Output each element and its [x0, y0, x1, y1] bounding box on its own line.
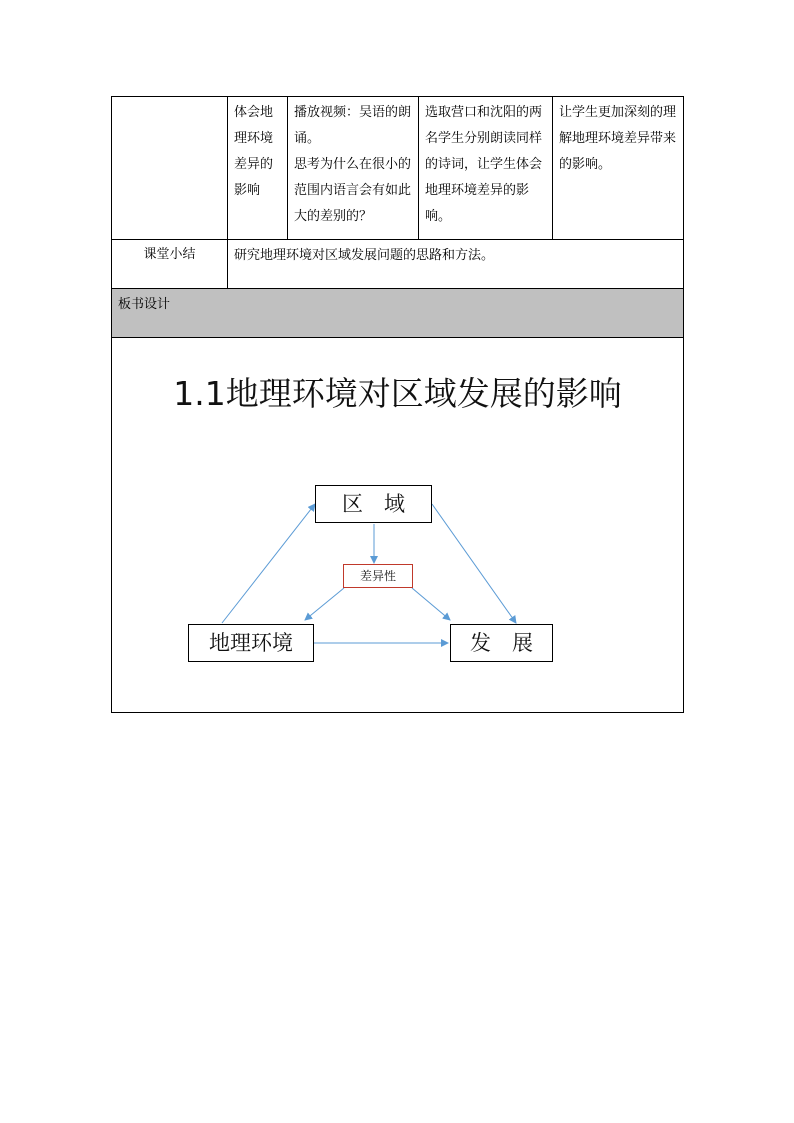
- region-box: 区 域: [315, 485, 432, 523]
- difference-box: 差异性: [343, 564, 413, 588]
- environment-box: 地理环境: [188, 624, 314, 662]
- summary-text: 研究地理环境对区域发展问题的思路和方法。: [228, 240, 684, 289]
- table-row: [112, 240, 684, 289]
- table-row: [112, 338, 684, 713]
- board-title: 1.1地理环境对区域发展的影响: [173, 374, 622, 413]
- summary-label: 课堂小结: [112, 240, 228, 289]
- arrow-difference-to-development: [412, 588, 450, 620]
- content-cell: 体会地理环境差异的影响: [228, 97, 288, 240]
- arrow-region-to-development: [432, 504, 516, 623]
- empty-stage-cell: [112, 97, 228, 240]
- arrow-difference-to-environment: [305, 588, 344, 620]
- table-row: [112, 289, 684, 338]
- lesson-plan-table: [111, 96, 684, 713]
- development-box: 发 展: [450, 624, 553, 662]
- board-design-cell: [112, 338, 684, 713]
- design-intent-cell: 让学生更加深刻的理解地理环境差异带来的影响。: [553, 97, 684, 240]
- arrow-environment-to-region: [222, 504, 315, 623]
- teacher-activity-cell: 播放视频：吴语的朗诵。 思考为什么在很小的范围内语言会有如此大的差别的？: [288, 97, 419, 240]
- table-row: [112, 97, 684, 240]
- student-activity-cell: 选取营口和沈阳的两名学生分别朗读同样的诗词，让学生体会地理环境差异的影响。: [419, 97, 553, 240]
- board-design-label: 板书设计: [112, 289, 684, 338]
